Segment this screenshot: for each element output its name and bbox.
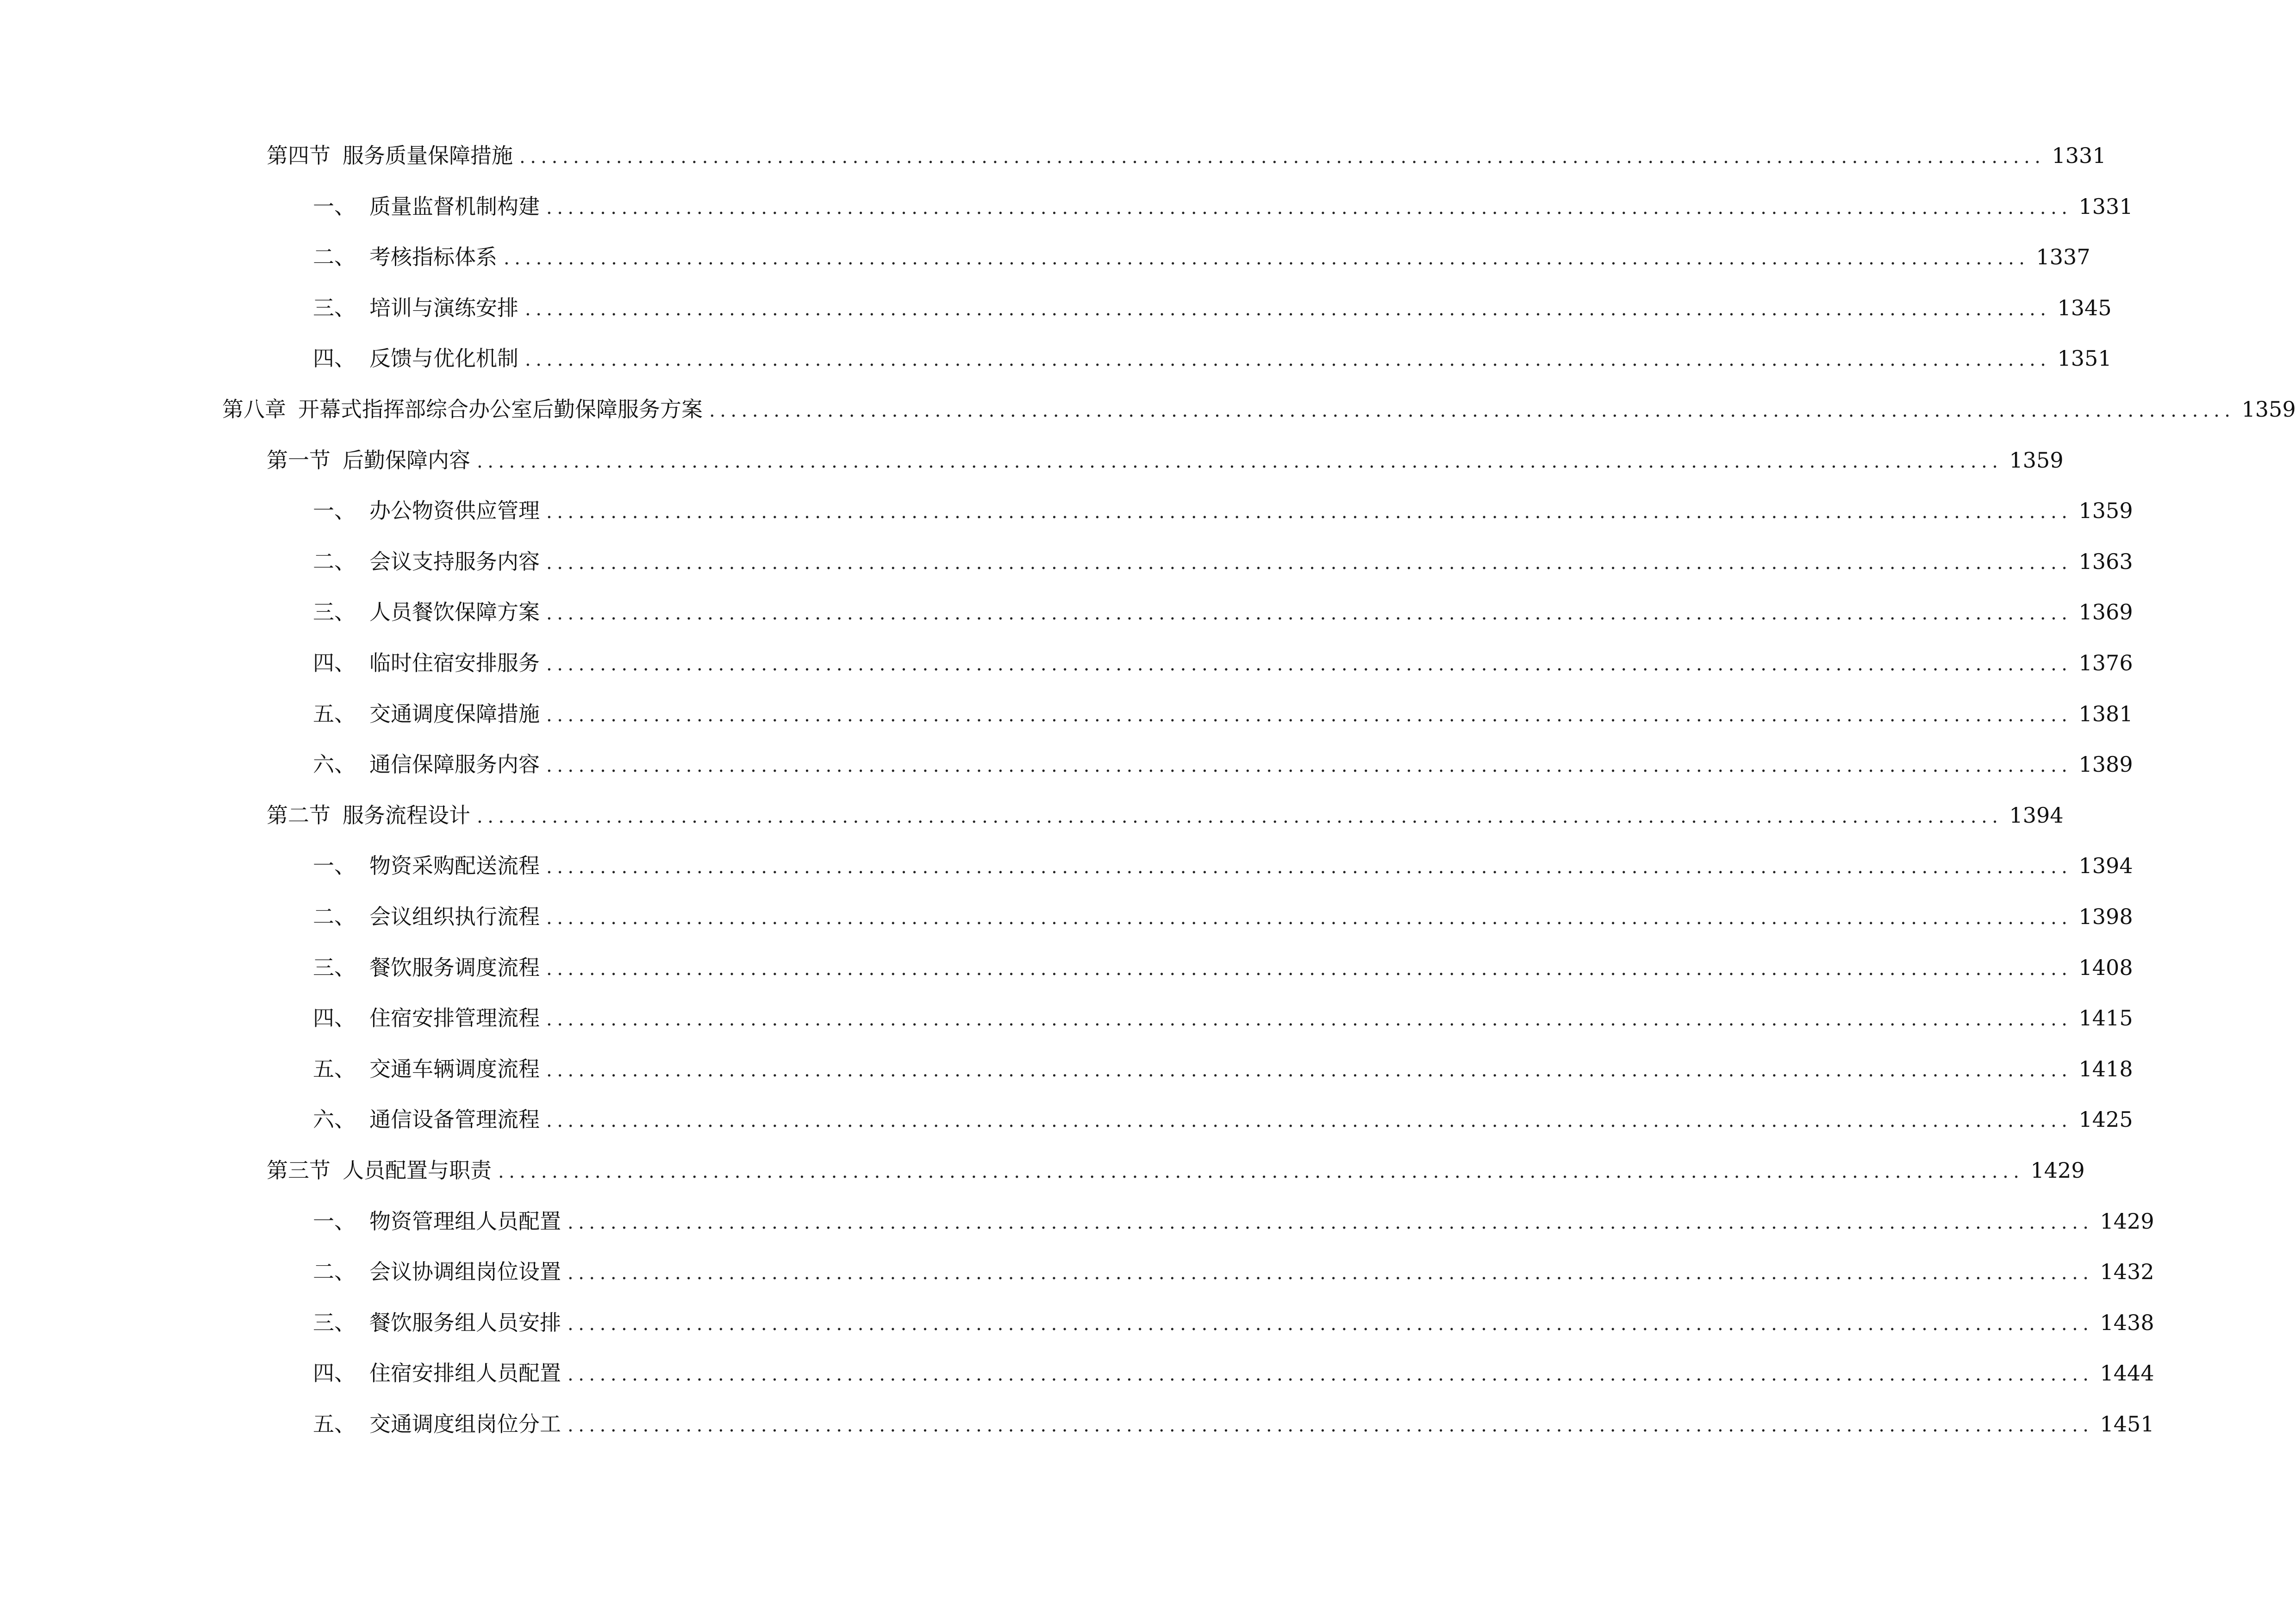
toc-entry-number: 一、	[313, 498, 356, 524]
toc-entry-number: 二、	[313, 244, 356, 270]
toc-entry-page-number: 1376	[2078, 650, 2133, 675]
toc-entry-title: 临时住宿安排服务	[369, 650, 540, 675]
toc-entry[interactable]	[313, 1253, 2154, 1290]
toc-entry-page-number: 1331	[2078, 194, 2133, 219]
dot-leader: ..............................................................................................................................................	[568, 1313, 2094, 1335]
toc-entry-title: 人员餐饮保障方案	[369, 600, 540, 625]
toc-entry-number: 三、	[313, 600, 356, 625]
toc-entry[interactable]	[313, 1355, 2154, 1392]
dot-leader: ..............................................................................................................................................	[546, 1009, 2072, 1031]
toc-entry-title: 交通调度保障措施	[369, 701, 540, 726]
toc-entry-title: 通信保障服务内容	[369, 752, 540, 777]
toc-entry[interactable]	[313, 492, 2133, 529]
dot-leader: ..............................................................................................................................................	[546, 704, 2072, 726]
dot-leader: ..............................................................................................................................................	[546, 958, 2072, 980]
toc-entry-page-number: 1398	[2078, 904, 2133, 929]
toc-entry[interactable]	[267, 137, 2106, 174]
toc-entry-page-number: 1418	[2078, 1056, 2133, 1081]
toc-entry-page-number: 1425	[2078, 1107, 2133, 1132]
toc-entry-page-number: 1331	[2052, 143, 2106, 168]
toc-entry-page-number: 1444	[2100, 1361, 2154, 1386]
toc-entry-title: 交通车辆调度流程	[369, 1056, 540, 1081]
dot-leader: ..............................................................................................................................................	[546, 197, 2072, 219]
dot-leader: ..............................................................................................................................................	[477, 806, 2003, 827]
toc-entry-page-number: 1389	[2078, 752, 2133, 777]
dot-leader: ..............................................................................................................................................	[546, 501, 2072, 523]
toc-entry[interactable]	[313, 949, 2133, 986]
toc-entry[interactable]	[313, 898, 2133, 935]
toc-entry-page-number: 1394	[2009, 802, 2064, 828]
toc-entry-page-number: 1381	[2078, 701, 2133, 726]
dot-leader: ..............................................................................................................................................	[525, 349, 2051, 371]
toc-entry-page-number: 1345	[2057, 295, 2112, 320]
dot-leader: ..............................................................................................................................................	[568, 1415, 2094, 1436]
toc-entry-title: 质量监督机制构建	[369, 194, 540, 219]
toc-entry-number: 第三节	[267, 1158, 331, 1183]
dot-leader: ..............................................................................................................................................	[519, 146, 2046, 168]
toc-entry-title: 人员配置与职责	[343, 1158, 492, 1183]
toc-entry[interactable]	[222, 391, 2296, 428]
toc-entry[interactable]	[313, 1203, 2154, 1240]
dot-leader: ..............................................................................................................................................	[504, 248, 2030, 269]
toc-entry-page-number: 1432	[2100, 1259, 2154, 1285]
toc-entry-number: 二、	[313, 1259, 356, 1285]
toc-entry[interactable]	[313, 847, 2133, 884]
toc-entry-title: 会议组织执行流程	[369, 904, 540, 929]
toc-entry-page-number: 1429	[2100, 1208, 2154, 1234]
toc-entry-page-number: 1351	[2057, 346, 2112, 371]
toc-entry[interactable]	[267, 797, 2064, 834]
toc-entry-number: 二、	[313, 549, 356, 574]
dot-leader: ..............................................................................................................................................	[568, 1262, 2094, 1284]
dot-leader: ..............................................................................................................................................	[546, 654, 2072, 675]
dot-leader: ..............................................................................................................................................	[546, 603, 2072, 625]
toc-entry-title: 开幕式指挥部综合办公室后勤保障服务方案	[298, 397, 703, 422]
toc-entry-number: 一、	[313, 853, 356, 879]
toc-entry[interactable]	[313, 1101, 2133, 1138]
toc-entry-title: 服务流程设计	[343, 802, 470, 828]
toc-entry[interactable]	[313, 746, 2133, 783]
toc-entry[interactable]	[313, 999, 2133, 1037]
toc-entry[interactable]	[313, 289, 2112, 326]
dot-leader: ..............................................................................................................................................	[546, 1110, 2072, 1132]
dot-leader: ..............................................................................................................................................	[498, 1161, 2024, 1182]
toc-entry-number: 四、	[313, 346, 356, 371]
dot-leader: ..............................................................................................................................................	[546, 755, 2072, 777]
toc-entry[interactable]	[313, 188, 2133, 225]
toc-entry-title: 办公物资供应管理	[369, 498, 540, 524]
toc-entry-page-number: 1451	[2100, 1412, 2154, 1437]
toc-entry-number: 第四节	[267, 143, 331, 168]
toc-entry-number: 三、	[313, 955, 356, 980]
toc-entry-title: 通信设备管理流程	[369, 1107, 540, 1132]
toc-entry[interactable]	[267, 442, 2064, 479]
toc-entry-title: 服务质量保障措施	[343, 143, 513, 168]
toc-entry-number: 五、	[313, 1412, 356, 1437]
toc-entry-title: 考核指标体系	[369, 244, 497, 270]
dot-leader: ..............................................................................................................................................	[546, 856, 2072, 878]
toc-entry-page-number: 1359	[2241, 397, 2296, 422]
dot-leader: ..............................................................................................................................................	[546, 1059, 2072, 1081]
toc-entry[interactable]	[313, 543, 2133, 580]
toc-entry-number: 一、	[313, 194, 356, 219]
toc-entry-title: 物资管理组人员配置	[369, 1208, 561, 1234]
toc-entry-number: 第一节	[267, 447, 331, 473]
toc-entry-page-number: 1359	[2078, 498, 2133, 524]
toc-entry-number: 五、	[313, 1056, 356, 1081]
toc-entry-title: 住宿安排管理流程	[369, 1006, 540, 1031]
toc-entry-title: 会议支持服务内容	[369, 549, 540, 574]
toc-entry-title: 餐饮服务组人员安排	[369, 1310, 561, 1335]
toc-entry-number: 第二节	[267, 802, 331, 828]
dot-leader: ..............................................................................................................................................	[568, 1212, 2094, 1233]
toc-entry-page-number: 1394	[2078, 853, 2133, 879]
toc-entry-page-number: 1438	[2100, 1310, 2154, 1335]
toc-entry[interactable]	[313, 1405, 2154, 1443]
toc-entry-number: 一、	[313, 1208, 356, 1234]
toc-entry-number: 三、	[313, 295, 356, 320]
toc-entry[interactable]	[313, 695, 2133, 732]
dot-leader: ..............................................................................................................................................	[525, 298, 2051, 320]
dot-leader: ..............................................................................................................................................	[568, 1364, 2094, 1386]
toc-entry-number: 四、	[313, 650, 356, 675]
toc-entry-page-number: 1363	[2078, 549, 2133, 574]
toc-entry-page-number: 1337	[2036, 244, 2090, 270]
toc-entry[interactable]	[313, 644, 2133, 681]
toc-entry-page-number: 1369	[2078, 600, 2133, 625]
toc-entry[interactable]	[313, 340, 2112, 377]
toc-entry[interactable]	[267, 1152, 2085, 1189]
dot-leader: ..............................................................................................................................................	[477, 450, 2003, 472]
toc-entry-title: 培训与演练安排	[369, 295, 518, 320]
toc-entry[interactable]	[313, 1304, 2154, 1341]
toc-entry[interactable]	[313, 593, 2133, 631]
dot-leader: ..............................................................................................................................................	[709, 400, 2235, 421]
toc-entry-title: 交通调度组岗位分工	[369, 1412, 561, 1437]
toc-entry-number: 第八章	[222, 397, 286, 422]
toc-entry-title: 物资采购配送流程	[369, 853, 540, 879]
dot-leader: ..............................................................................................................................................	[546, 907, 2072, 929]
dot-leader: ..............................................................................................................................................	[546, 552, 2072, 574]
toc-entry-title: 反馈与优化机制	[369, 346, 518, 371]
toc-entry-number: 六、	[313, 752, 356, 777]
toc-entry-number: 五、	[313, 701, 356, 726]
toc-entry-number: 二、	[313, 904, 356, 929]
toc-entry-title: 后勤保障内容	[343, 447, 470, 473]
toc-entry-number: 四、	[313, 1361, 356, 1386]
toc-entry[interactable]	[313, 1050, 2133, 1087]
toc-entry-page-number: 1408	[2078, 955, 2133, 980]
toc-entry-title: 餐饮服务调度流程	[369, 955, 540, 980]
toc-entry-page-number: 1359	[2009, 447, 2064, 473]
toc-entry-title: 住宿安排组人员配置	[369, 1361, 561, 1386]
toc-entry-title: 会议协调组岗位设置	[369, 1259, 561, 1285]
toc-entry-number: 四、	[313, 1006, 356, 1031]
toc-entry-number: 三、	[313, 1310, 356, 1335]
toc-entry-number: 六、	[313, 1107, 356, 1132]
toc-entry-page-number: 1415	[2078, 1006, 2133, 1031]
toc-entry-page-number: 1429	[2030, 1158, 2085, 1183]
toc-entry[interactable]	[313, 238, 2090, 275]
